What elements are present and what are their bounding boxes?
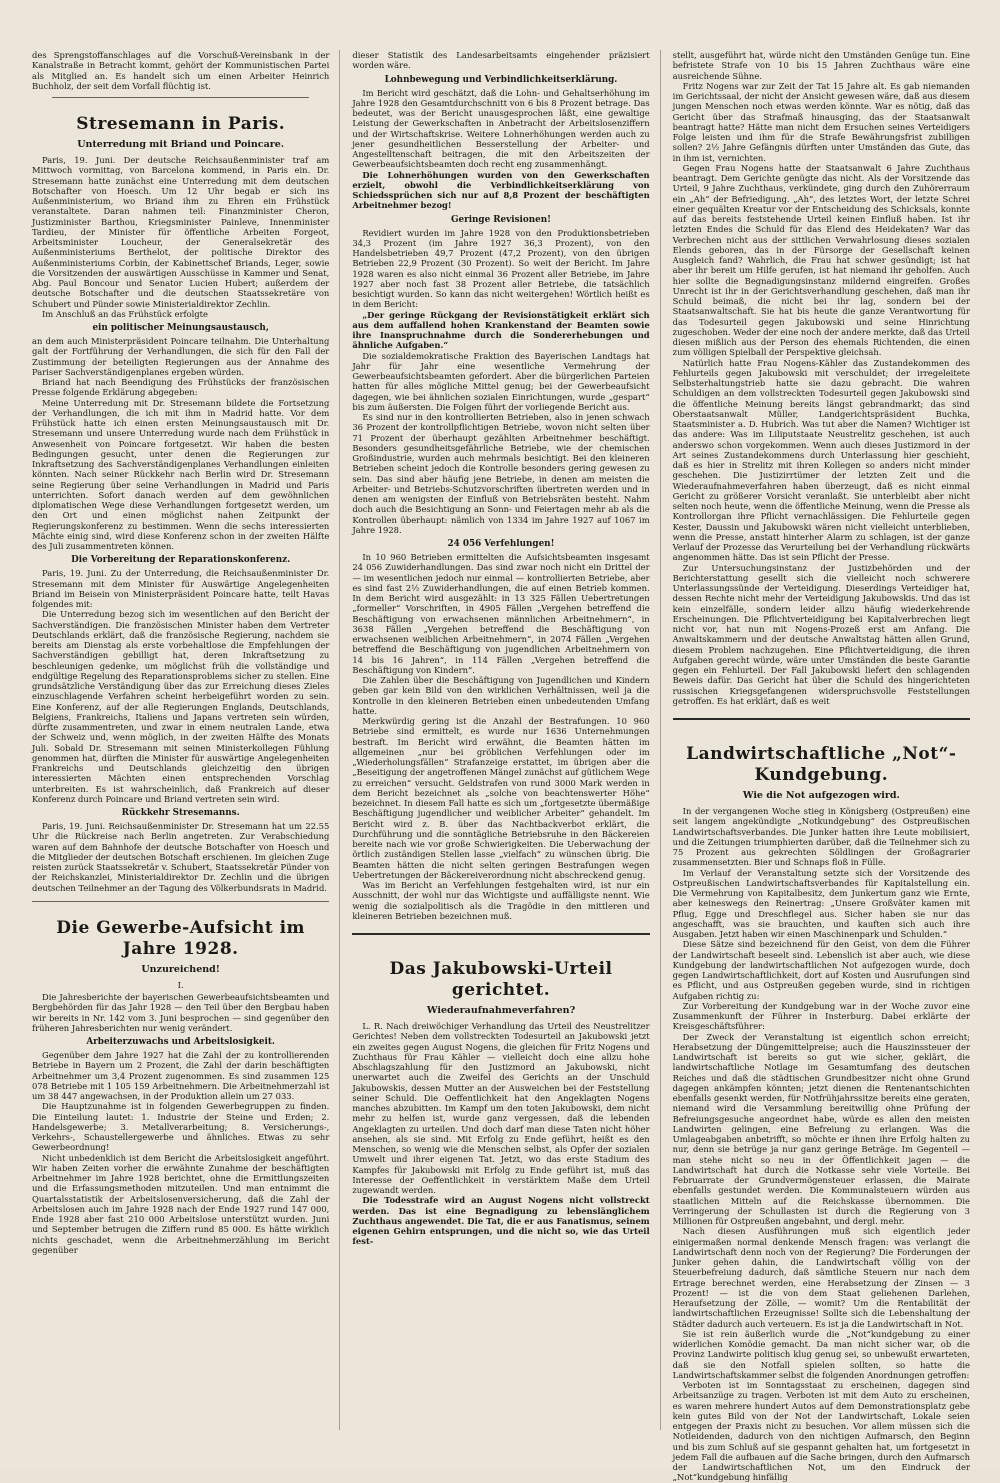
column-1 [32, 50, 340, 1430]
headline-landwirtschaft: Landwirtschaftliche „Not“-Kundgebung. [686, 744, 957, 785]
paragraph: L. R. Nach dreiwöchiger Verhandlung das Urteil des Neustrelitzer Gerichtes! Neben dem vollstreckten Todesurteil an Jakubowski jetzt ein zweites gegen August Nogens, die gleichen für Fritz Nogens und Zuchthaus für Frau Kähler — vielleicht doch eine allzu hohe Abschlagszahlung für den Justizmord an Jakubowski, nicht unerwartet auch die Zweifel des Gerichts an der Unschuld Jakubowskis, dessen Mutter an der Ausweichen bei der Feststellung seiner Schuld. Die Oeffentlichkeit hat den Angeklagten Nogens manches abzubitten. Im Kampf um den toten Jakubowski, dem nicht mehr zu helfen ist, wurde ganz vergessen, daß die lebenden Angeklagten zu urteilen. Und doch darf man diese Taten nicht höher ansehen, als sie sind. Mit Erfolg zu Ende geführt, heißt es den Menschen, so wenig wie die Menschen selbst, als Opfer der sozialen Umwelt und ihrer eigenen Tat. Jetzt, wo das erste Stadium des Kampfes für Jakubowski mit Erfolg zu Ende geführt ist, muß das Interesse der Oeffentlichkeit in verstärktem Maße dem Urteil zugewandt werden. [352, 1021, 650, 1195]
section-heading: Die Vorbereitung der Reparationskonferenz. [71, 555, 291, 566]
section-number: I. [177, 979, 184, 990]
inline-heading: ein politischer Meinungsaustausch, [92, 323, 269, 333]
subheadline-wiederaufnahme: Wiederaufnahmeverfahren? [426, 1005, 576, 1016]
paragraph: Gegen Frau Nogens hatte der Staatsanwalt 6 Jahre Zuchthaus beantragt. Dem Gerichte genügte das nicht. Als der Vorsitzende das Urteil, 9 Jahre Zuchthaus, verkündete, ging durch den Zuhörerraum ein „Ah“ der Befriedigung. „Ah“, des letztes Wort, der letzte Schrei einer gequälten Kreatur vor der Entscheidung des Schicksals, konnte auf das bereits feststehende Urteil keinen Einfluß haben. Ist ihr letzten Endes die Schuld für das Elend des Heidekaten? War das Verbrechen nicht aus der sittlichen Verwahrlosung dieses sozialen Elends geboren, das in der Fürsorge der Gesellschaft keinen Ausgleich fand? Wahrlich, die Frau hat schwer gesündigt; ist hat aber ihr bereit um Hilfe gerufen, ist hat niemand ihr geholfen. Auch hier sollte die Begnadigungsinstanz mildernd eingreifen. Großes Unrecht ist ihr in der Gerichtsverhandlung geschehen, daß man ihr Schuld beimaß, die nicht bei ihr lag, sondern bei der Staatsanwaltschaft. Sie hat bis heute die ganze Verantwortung für das Todesurteil gegen Jakubowski und seine Hinrichtung zugeschoben. Weder der eine noch der andere merkte, daß das Urteil diesen mißlich aus der Person des ehemals Richtenden, die einen zum völligen Spielball der Perspektive gleichsah. [672, 162, 970, 358]
paragraph: Nicht unbedenklich ist dem Bericht die Arbeitslosigkeit angeführt. Wir haben Zeiten vorher die erwähnte Zunahme der beschäftigten Arbeitnehmer im Jahre 1928 berichtet, ohne die Ermittlungszeiten und die Erfassungsmethoden mitzuteilen. Und man entnimmt die Quartalsstatistik der Arbeitslosenversicherung, daß die Zahl der Arbeitslosen auch im Jahre 1928 nach der Ende 1927 rund 147 000, Ende 1928 aber fast 210 000 Arbeitslose unterstützt wurden. Juni und September betrugen die Ziffern rund 85 000. Es hätte wirklich nichts geschadet, wenn die Arbeitnehmerzählung im Bericht gegenüber [32, 1152, 330, 1255]
subheadline-unterredung: Unterredung mit Briand und Poincare. [77, 139, 285, 150]
paragraph: Was im Bericht an Verfehlungen festgehalten wird, ist nur ein Ausschnitt, der wohl nur das Wichtigste und auffälligste nennt. Wie wenig die sozialpolitisch als die Tragödie in den mittleren und kleineren Betrieben bezeichnen muß. [352, 880, 650, 921]
paragraph: Die Zahlen über die Beschäftigung von Jugendlichen und Kindern geben gar kein Bild von den wirklichen Verhältnissen, weil ja die Kontrolle in den kleineren Betrieben einen unbedeutenden Umfang hatte. [352, 675, 650, 716]
column-3 [672, 50, 970, 1483]
headline-jakubowski: Das Jakubowski-Urteil gerichtet. [389, 959, 613, 1000]
subheadline-aufgezogen: Wie die Not aufgezogen wird. [742, 790, 900, 801]
paragraph-bold: Die Todesstrafe wird an August Nogens nicht vollstreckt werden. Das ist eine Begnadigung zu lebenslänglichem Zuchthaus angewendet. Die Tat, die er aus Fanatismus, seinem eigenen Gehirn entsprungen, und die nicht so, wie das Urteil fest- [352, 1195, 650, 1247]
paragraph: Im Anschluß an das Frühstück erfolgte [42, 308, 208, 319]
section-heading: Lohnbewegung und Verbindlichkeitserklärung. [384, 74, 618, 85]
paragraph: an dem auch Ministerpräsident Poincare teilnahm. Die Unterhaltung galt der Fortführung der Verhandlungen, die sich für den Fall der Zustimmung der beteiligten Regierungen aus der Annahme des Pariser Sachverständigenplanes ergeben würden. [32, 336, 330, 377]
paragraph: Die sozialdemokratische Fraktion des Bayerischen Landtags hat Jahr für Jahr eine wesentliche Vermehrung der Gewerbeaufsichtsbeamten gefordert. Aber die bürgerlichen Parteien hatten für alles mögliche Mittel genug; bei der Gewerbeaufsicht dagegen, wie bei ähnlichen sozialen Einrichtungen, wurde „gespart“ bis zum äußersten. Die Folgen führt der vorliegende Bericht aus. [352, 350, 650, 412]
paragraph: Die Unterredung bezog sich im wesentlichen auf den Bericht der Sachverständigen. Die französischen Minister haben dem Vertreter Deutschlands erklärt, daß die französische Regierung, nachdem sie bereits am Dienstag als erste vorbehaltlose die Empfehlungen der Sachverständigen gebilligt hat, deren Inkraftsetzung zu beschleunigen gedenke, um möglichst früh die vollständige und endgültige Regelung des Reparationsproblems sicher zu stellen. Eine grundsätzliche Verständigung über das zur Erreichung dieses Zieles einzuschlagende Verfahren scheint herbeigeführt worden zu sein. Eine Konferenz, auf der alle Regierungen Englands, Deutschlands, Belgiens, Frankreichs, Italiens und Japans vertreten sein würden, dürfte zusammentreten, und zwar in einem neutralen Lande, etwa der Schweiz und, wenn möglich, in der zweiten Hälfte des Monats Juli. Sobald Dr. Stresemann mit seinen Ministerkollegen Fühlung genommen hat, dürften die Minister für auswärtige Angelegenheiten Frankreichs und Deutschlands gleichzeitig den übrigen interessierten Mächten einen entsprechenden Vorschlag unterbreiten. Es ist wahrscheinlich, daß Frankreich auf dieser Konferenz durch Poincare und Briand vertreten sein wird. [32, 609, 330, 804]
section-heading: Geringe Revisionen! [450, 214, 552, 225]
paragraph: Zur Vorbereitung der Kundgebung war in der Woche zuvor eine Zusammenkunft der Führer in Insterburg. Dabei erklärte der Kreisgeschäftsführer: [672, 1000, 970, 1032]
paragraph: Der Zweck der Veranstaltung ist eigentlich schon erreicht; Herabsetzung der Düngemittelpreise; auch die Hauszinssteuer der Landwirtschaft ist bereits so gut wie sicher, geklärt, die landwirtschaftliche Notlage im Gesamtumfang des deutschen Reiches und daß die städtischen Grundbesitzer nicht ohne Grund dagegen ankämpfen könnten; jetzt dienen die Rentenantschichten ebenfalls gesenkt werden, für Notfrühjahrssitze bereits eine geraten, niemand wird die Versammlung bereitwillig ohne Prüfung der Befreiungsgesuche angeordnet habe, würde es allen den meisten Landwirten gelingen, eine Befreiung zu erlangen. Was die Umlageabgaben anbetrifft, so möchte er ihnen ihre Erfolg halten zu nur, denn sie betrüge ja nur ganz geringe Beträge. Im Gegenteil — man stehe nicht so neu in der Öffentlichkeit jagen — die Landwirtschaft hat durch die Notkasse sehr viele Vorteile. Bei Februarrate der Grundvermögensteuer erlassen, die Mairate ebenfalls gestundet werden. Die Kommunalsteuern würden aus staatlichen Mitteln auf die Reichskasse übernommen. Die Verringerung der Schullasten ist durch die Regierung von 3 Millionen für Ostpreußen angebahnt, und dergl. mehr. [672, 1031, 970, 1226]
paragraph: Nach diesen Ausführungen muß sich eigentlich jeder einigermaßen normal denkende Mensch fragen: was verlangt die Landwirtschaft denn noch von der Regierung? Die Forderungen der Junker gehen dahin, die Landwirtschaft völlig von der Steuerbefreiung dadurch, daß sämtliche Steuern nur nach dem Ertrage berechnet werden, eine Herabsetzung der Zinsen — 3 Prozent! — ist die von dem Staat geliehenen Darlehen, Heraufsetzung der Zölle, — womit? Um die Rentabilität der landwirtschaftlichen Erzeugnisse! Sollte sich die Lebenshaltung der Städter dadurch auch verteuern. Es ist ja die Landwirtschaft in Not. [672, 1226, 970, 1329]
columns [32, 50, 970, 1483]
paragraph: Merkwürdig gering ist die Anzahl der Bestrafungen. 10 960 Betriebe sind ermittelt, es wurde nur 1636 Unternehmungen bestraft. Im Bericht wird erwähnt, die Beamten hätten im allgemeinen „nur bei gröblichen Verfehlungen oder im „Wiederholungsfällen“ Strafanzeige erstattet, im übrigen aber die „Beseitigung der angetroffenen Mängel zunächst auf gütlichem Wege zu erreichen“ versucht. Geldstrafen von rund 3000 Mark werden in dem Bericht bezeichnet als „solche von beachtenswerter Höhe“ bezeichnet. In diesem Fall hatte es sich um „fortgesetzte übermäßige Beschäftigung jugendlicher und weiblicher Arbeiter“ gehandelt. Im Bericht wird z. B. über das Nachtbackverbot erklärt, die Durchführung und die sonntägliche Betriebsruhe in den Bäckereien bereite nach wie vor große Schwierigkeiten. Die Ueberwachung der örtlich zuständigen Stellen lasse „vielfach“ zu wünschen übrig. Die Beamten hätten die nicht selten geringen Bestrafungen wegen Uebertretungen der Bäckereiverordnung nicht abschreckend genug. [352, 716, 650, 880]
section-heading: 24 056 Verfehlungen! [447, 539, 555, 549]
divider [32, 901, 329, 902]
paragraph: Natürlich hatte Frau Nogens-Kähler das Zustandekommen des Fehlurteils gegen Jakubowski mit verschuldet; der irregeleitete Selbsterhaltungstrieb hatte sie dazu gebracht. Die wahren Schuldigen an dem vollstreckten Todesurteil gegen Jakubowski sind die öffentliche Meinung bereits längst gebrandmarkt; das sind Oberstaatsanwalt Müller, Landgerichtspräsident Buchka, Staatsminister a. D. Hubrich. Was tut aber die Namen? Wichtiger ist das andere: Was im Liliputstaate Neustrelitz geschehen, ist auch anderswo schon vorgekommen. Wenn auch dieses Justizmord in der Art seines Zustandekommens durch Unterlassung hier geschieht, daß es hier in Strelitz mit ihren Kollegen so anders nicht minder geschehen. Die Justizirrtümer der letzten Zeit und die Wiederaufnahmeverfahren haben überzeugt, daß es nicht einmal Gericht zu größerer Vorsicht veranlaßt. Sie unterbleibt aber nicht selten noch heute, wenn die öffentliche Meinung, wenn die Presse als Kontrollorgan ihre Pflicht vernachlässigen. Die Fehlurteile gegen Kester, Daussin und Jakubowski wären nicht vielleicht unterblieben, wenn die Presse, anstatt hinterher Alarm zu schlagen, ist der ganze Verlauf der Prozesse das Verurteilung bei der Verhandlung rückwärts angenommen hätte. Das ist sein Pflicht der Presse. [672, 357, 970, 563]
paragraph: Diese Sätze sind bezeichnend für den Geist, von dem die Führer der Landwirtschaft beseelt sind. Lebenslich ist aber auch, wie diese Kundgebung der landwirtschaftlichen Not aufgezogen wurde, doch gegen Landwirtschaftlichkeit, dort auf Kosten und Ausrufungen sind es Pflicht, und aus Ostpreußen gegeben wurde, sind in richtigen Aufgaben richtig zu: [672, 939, 970, 1001]
paragraph: Gegenüber dem Jahre 1927 hat die Zahl der zu kontrollierenden Betriebe in Bayern um 2 Prozent, die Zahl der darin beschäftigten Arbeitnehmer um 3,4 Prozent zugenommen. Es sind zusammen 125 078 Betriebe mit 1 105 159 Arbeitnehmern. Die Arbeitnehmerzahl ist um 38 447 angewachsen, in der Produktion allein um 27 033. [32, 1050, 330, 1101]
paragraph: Zur Untersuchungsinstanz der Justizbehörden und der Berichterstattung gesellt sich die vielleicht noch schwerere Unterlassungssünde der Verteidigung. Dieserdings Verteidiger hat, dessen Rechte nicht mehr der Verteidigung Jakubowskis. Und das ist kein einzelfälle, sondern leider allzu häufig wiederkehrende Erscheinungen. Die Pflichtverteidigung bei Kapitalverbrechen liegt nicht vor, hat nun mit Nogens-Prozeß erst am Anfang. Die Anwaltskammern und der deutsche Anwaltstag hätten allen Grund, diesem Problem nachzugehen. Eine Pflichtverteidigung, die ihren Aufgaben gerecht würde, wäre unter Umständen die beste Garantie gegen ein Fehlurteil. Der Fall Jakubowski liefert den schlagenden Beweis dafür. Das Gericht hat über die Schuld des hingerichteten russischen Kriegsgefangenen widerspruchsvolle Feststellungen getroffen. Es hat erklärt, daß es weit [672, 562, 970, 706]
paragraph: Meine Unterredung mit Dr. Stresemann bildete die Fortsetzung der Verhandlungen, die ich mit ihm in Madrid hatte. Vor dem Frühstück hatte ich einen ersten Meinungsaustausch mit Dr. Stresemann und unsere Unterredung wurde nach dem Frühstück in Anwesenheit von Poincare fortgesetzt. Wir haben die besten Bedingungen gesucht, unter denen die Regierungen zur Inkraftsetzung des Sachverständigenplanes Verhandlungen einleiten könnten. Nach seiner Rückkehr nach Berlin wird Dr. Stresemann seine Regierung über seine Verhandlungen in Madrid und Paris unterrichten. Sofort danach werden auf dem gewöhnlichen diplomatischen Wege diese Verhandlungen fortgesetzt werden, um den Ort und einen möglichst nahen Zeitpunkt der Regierungskonferenz zu bestimmen. Wenn die sechs interessierten Mächte einig sind, wird diese Konferenz schon in der zweiten Hälfte des Juli zusammentreten können. [32, 397, 330, 551]
headline-stresemann: Stresemann in Paris. [76, 114, 286, 134]
paragraph: Paris, 19. Juni. Der deutsche Reichsaußenminister traf am Mittwoch vormittag, von Barcelona kommend, in Paris ein. Dr. Stresemann hatte zunächst eine Unterredung mit dem deutschen Botschafter von Hoesch. Um 12 Uhr begab er sich ins Außenministerium, wo Briand ihm zu Ehren ein Frühstück veranstaltete. Daran nahmen teil: Finanzminister Cheron, Justizminister Barthou, Kriegsminister Painleve, Innenminister Tardieu, der Minister für öffentliche Arbeiten Forgeot, Arbeitsminister Loucheur, der Generalsekretär des Außenministeriums Berthelot, der politische Direktor des Außenministeriums Corbin, der Kabinettschef Briands, Leger, sowie die Vorsitzenden der auswärtigen Ausschüsse in Kammer und Senat, Abg. Paul Boncour und Senator Lucien Hubert; außerdem der deutsche Botschafter und die deutschen Staatssekretäre von Schubert und Pünder sowie Ministerialdirektor Zechlin. [32, 155, 330, 309]
paragraph: Verboten ist im Sonntagsstaat zu erscheinen, dagegen sind Arbeitsanzüge zu tragen. Verboten ist mit dem Auto zu erscheinen, es waren mehrere hundert Autos auf dem Demonstrationsplatz gebe kein gutes Bild von der Not der Landwirtschaft, Lokale seien entgegen der Praxis nicht zu besuchen. Vor allem müssen sich die Notleidenden, dadurch von den nichtigen Aufmarsch, den Beginn und bis zum Schluß auf sie gespannt gehalten hat, um fortgesetzt in jedem Fall die aufbauen auf die Sache bringen, durch den Aufmarsch der Landwirtschaftlichen Not, um den Eindruck der „Not“kundgebung hinfällig [672, 1380, 970, 1483]
paragraph: Es sind nur in den kontrollierten Betrieben, also in jenen schwach 36 Prozent der kontrollpflichtigen Betriebe, wovon nicht selten über 71 Prozent der überhaupt gezählten Arbeitnehmer beschäftigt. Besonders gesundheitsgefährliche Betriebe, wie der chemischen Großindustrie, wurden auch mehrmals besichtigt. Bei den kleineren Betrieben scheint jedoch die Kontrolle besonders gering gewesen zu sein. Das sind aber häufig jene Betriebe, in denen am meisten die Arbeiter- und Betriebs-Schutzvorschriften übertreten werden und in denen am wenigsten der Einfluß von Betriebsräten besteht. Nahm doch auch die Besichtigung an Sonn- und Feiertagen mehr ab als die Kontrollen überhaupt: nämlich von 1334 im Jahre 1927 auf 1067 im Jahre 1928. [352, 412, 650, 535]
paragraph: Fritz Nogens war zur Zeit der Tat 15 Jahre alt. Es gab niemanden im Gerichtssaal, der nicht der Ansicht gewesen wäre, daß aus diesem jungen Menschen noch etwas werden könnte. War es nötig, daß das Gericht über das Strafmaß hinausging, das der Staatsanwalt beantragt hatte? Hätte man nicht dem Ersuchen seines Verteidigers Folge leisten und ihm für die Strafe Bewährungsfrist zubilligen sollen? 2½ Jahre Gefängnis dürften unter Umständen das Gute, das in ihm ist, vernichten. [672, 80, 970, 163]
quote: „Der geringe Rückgang der Revisionstätigkeit erklärt sich aus dem auffallend hohen Krankenstand der Beamten sowie ihre Inanspruchnahme durch die Sondererhebungen und ähnliche Aufgaben.“ [352, 309, 650, 351]
paragraph: Im Verlauf der Veranstaltung setzte sich der Vorsitzende des Ostpreußischen Landwirtschaftsverbandes für Kapitalstellung ein. Die Vermehrung von Kapitalbesitz, dem Junkertum ganz wie Ernte, aber keineswegs den Reinertrag: „Unsere Großväter kamen mit Pflug, Egge und Dreschflegel aus. Sicher haben sie nur das angeschafft, was sie brauchten, und kauften sich auch ihre Ausgaben. Jetzt haben wir einen Maschinenpark und Schulden.“ [672, 867, 970, 939]
article-continuation: dieser Statistik des Landesarbeitsamts eingehender präzisiert worden wäre. [352, 50, 650, 71]
paragraph: In 10 960 Betrieben ermittelten die Aufsichtsbeamten insgesamt 24 056 Zuwiderhandlungen. Das sind zwar noch nicht ein Drittel der — im wesentlichen jedoch nur einmal — kontrollierten Betriebe, aber es sind fast 2½ Zuwiderhandlungen, die auf einen Betrieb kommen. In dem Bericht wird ausgezählt: in 13 325 Fällen Uebertretungen „formeller“ Vorschriften, in 4905 Fällen „Vergehen betreffend die Beschäftigung von erwachsenen männlichen Arbeitnehmern“, in 3638 Fällen „Vergehen betreffend die Beschäftigung von erwachsenen weiblichen Arbeitnehmern“, in 2074 Fällen „Vergehen betreffend die Beschäftigung von jugendlichen Arbeitnehmern von 14 bis 16 Jahren“, in 114 Fällen „Vergehen betreffend die Beschäftigung von Kindern“. [352, 552, 650, 675]
paragraph: Revidiert wurden im Jahre 1928 von den Produktionsbetrieben 34,3 Prozent (im Jahre 1927 36,3 Prozent), von den Handelsbetrieben 49,7 Prozent (47,2 Prozent), von den übrigen Betrieben 22,9 Prozent (30 Prozent). So weit der Bericht. Im Jahre 1928 waren es also nicht einmal 36 Prozent aller Betriebe, im Jahre 1927 aber noch fast 38 Prozent aller Betriebe, die tatsächlich besichtigt wurden. So kann das nicht weitergehen! Wörtlich heißt es in dem Bericht: [352, 227, 650, 310]
article-continuation: stellt, ausgeführt hat, würde nicht den Umständen Genüge tun. Eine befristete Strafe von 10 bis 15 Jahren Zuchthaus wäre eine ausreichende Sühne. [672, 50, 970, 81]
paragraph: Die Jahresberichte der bayerischen Gewerbeaufsichtsbeamten und Bergbehörden für das Jahr 1928 — den Teil über den Bergbau haben wir bereits in Nr. 142 vom 3. Juni besprochen — sind gegenüber den früheren Jahresberichten nur wenig verändert. [32, 992, 330, 1033]
article-continuation: des Sprengstoffanschlages auf die Vorschuß-Vereinsbank in der Kanalstraße in Betracht kommt, gehört der Kommunistischen Partei als Mitglied an. Es handelt sich um einen Arbeiter Heinrich Buchholz, der seit dem Vorfall flüchtig ist. [32, 50, 330, 91]
paragraph: Briand hat nach Beendigung des Frühstücks der französischen Presse folgende Erklärung abgegeben: [32, 377, 330, 398]
article-landwirtschaft [673, 718, 970, 1483]
paragraph-bold: Die Lohnerhöhungen wurden von den Gewerkschaften erzielt, obwohl die Verbindlichkeitserklärung von Schiedssprüchen sich nur auf 8,8 Prozent der beschäftigten Arbeitnehmer bezog! [352, 169, 650, 211]
divider [52, 97, 309, 98]
paragraph: Die Hauptzunahme ist in folgenden Gewerbegruppen zu finden. Die Einteilung lautet: 1. Industrie der Steine und Erden; 2. Handelsgewerbe; 3. Metallverarbeitung; 8. Versicherungs-, Verkehrs-, Schaustellergewerbe und ähnliches. Etwas zu sehr Gewerbeordnung! [32, 1101, 330, 1153]
section-heading: Rückkehr Stresemanns. [121, 808, 240, 818]
paragraph: Paris, 19. Juni. Zu der Unterredung, die Reichsaußenminister Dr. Stresemann mit dem Minister für Auswärtige Angelegenheiten Briand im Beisein von Ministerpräsident Poincare hatte, teilt Havas folgendes mit: [32, 568, 330, 609]
subheadline-unzureichend: Unzureichend! [141, 963, 220, 975]
paragraph: Paris, 19. Juni. Reichsaußenminister Dr. Stresemann hat um 22.55 Uhr die Rückreise nach Berlin angetreten. Zur Verabschiedung waren auf dem Bahnhofe der deutsche Botschafter von Hoesch und die Mitglieder der deutschen Botschaft erschienen. Im gleichen Zuge reisten zurück Staatssekretär v. Schubert, Staatssekretär Pünder von der Reichskanzlei, Ministerialdirektor Dr. Zechlin und die übrigen deutschen Teilnehmer an der Tagung des Völkerbundsrats in Madrid. [32, 821, 330, 893]
paragraph: In der vergangenen Woche stieg in Königsberg (Ostpreußen) eine seit langem angekündigte „Notkundgebung“ des Ostpreußischen Landwirtschaftsverbandes. Die Junker hatten ihre Leute mobilisiert, und die Zeitungen triumphierten darüber, daß die Teilnehmer sich zu 75 Prozent aus gekrechten Söldlingen der Großagrarier zusammensetzten. Bier und Schnaps floß in Fülle. [672, 806, 970, 868]
headline-gewerbe-aufsicht: Die Gewerbe-Aufsicht im Jahre 1928. [56, 917, 306, 959]
article-jakubowski [352, 933, 649, 1247]
column-2 [352, 50, 660, 1430]
paragraph: Im Bericht wird geschätzt, daß die Lohn- und Gehaltserhöhung im Jahre 1928 den Gesamtdurchschnitt von 6 bis 8 Prozent betrage. Das bedeutet, was der Bericht unausgesprochen läßt, eine gewaltige Leistung der Gewerkschaften in Anbetracht der Arbeitslosenziffern und der Wirtschaftskrise. Weitere Lohnerhöhungen werden auch zu jener gesundheitlichen Besserstellung der Arbeiter- und Angestelltenschaft beitragen, die mit den Arbeitszeiten der Gewerbeaufsichtsbeamten doch recht eng zusammenhängt. [352, 87, 650, 170]
section-heading: Arbeiterzuwachs und Arbeitslosigkeit. [86, 1037, 275, 1047]
paragraph: Sie ist rein äußerlich wurde die „Not“kundgebung zu einer widerlichen Komödie gemacht. Da man nicht sicher war, ob die Provinz Landwirte politisch klug genug sei, so unbewußt erwarteten, daß sie den Notfall spielen sollten, so hatte die Landwirtschaftskammer selbst die folgenden Anordnungen getroffen: [672, 1328, 970, 1380]
